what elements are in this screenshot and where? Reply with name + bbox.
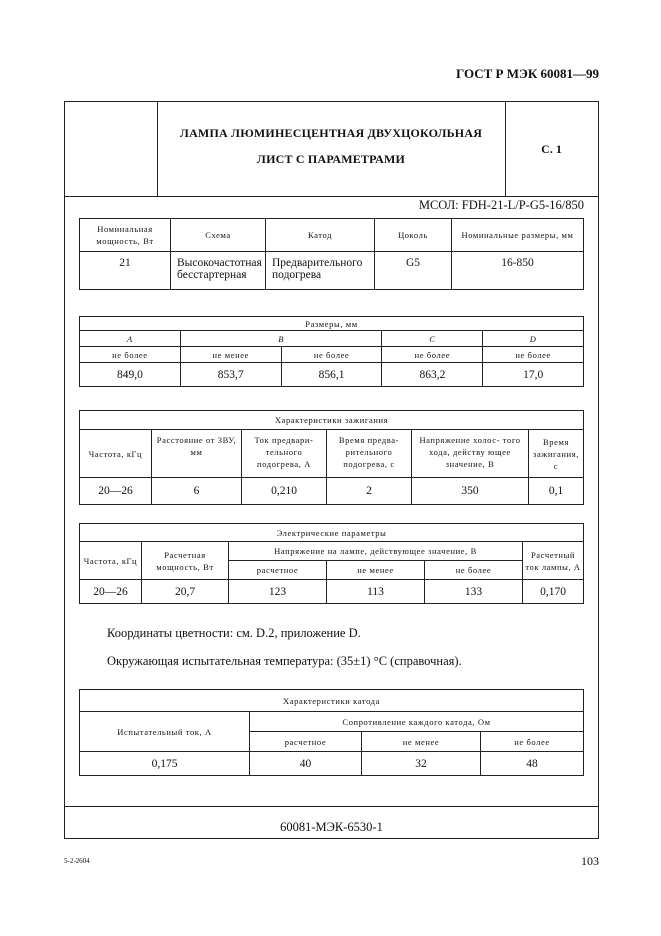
cat-hdr-current: Испытательный ток, А xyxy=(80,712,250,752)
dimensions-title: Размеры, мм xyxy=(80,317,584,331)
ign-hdr-preheat-time: Время предва- рительного подогрева, с xyxy=(327,430,412,478)
cathode-table xyxy=(79,689,584,776)
ign-hdr-open-voltage: Напряжение холос- того хода, действу ющее значение, В xyxy=(412,430,529,478)
hdr-dimensions: Номинальные размеры, мм xyxy=(452,219,584,252)
page-number: 103 xyxy=(581,854,599,868)
val-power: 21 xyxy=(80,252,171,290)
el-val-rated: 123 xyxy=(229,580,327,604)
val-scheme: Высокочастотная бесстартерная xyxy=(171,252,266,290)
dim-val-c: 863,2 xyxy=(382,363,483,387)
el-hdr-power: Расчетная мощность, Вт xyxy=(142,542,229,580)
el-sub-min: не менее xyxy=(327,561,425,580)
ign-val-preheat-current: 0,210 xyxy=(242,478,327,505)
sheet-title-line2: ЛИСТ С ПАРАМЕТРАМИ xyxy=(256,152,406,166)
dim-col-c: C xyxy=(382,331,483,347)
ign-hdr-freq: Частота, кГц xyxy=(80,430,152,478)
dim-val-b-max: 856,1 xyxy=(281,363,382,387)
el-val-power: 20,7 xyxy=(142,580,229,604)
note-color-coordinates: Координаты цветности: см. D.2, приложение D. xyxy=(107,626,361,640)
electrical-table xyxy=(79,523,584,604)
el-val-current: 0,170 xyxy=(523,580,584,604)
cat-val-min: 32 xyxy=(362,752,481,776)
ign-hdr-preheat-current: Ток предвари- тельного подогрева, А xyxy=(242,430,327,478)
el-hdr-voltage: Напряжение на лампе, действующее значение, В xyxy=(229,542,523,561)
val-base: G5 xyxy=(375,252,452,290)
el-sub-max: не более xyxy=(425,561,523,580)
ign-val-preheat-time: 2 xyxy=(327,478,412,505)
electrical-title: Электрические параметры xyxy=(80,524,584,542)
title-bottom-line xyxy=(65,196,598,197)
title-divider-left xyxy=(157,102,158,196)
dimensions-table xyxy=(79,316,584,387)
val-cathode: Предварительного подогрева xyxy=(266,252,375,290)
sheet-frame xyxy=(64,101,599,839)
ign-hdr-distance: Расстояние от ЗВУ, мм xyxy=(152,430,242,478)
ign-val-freq: 20—26 xyxy=(80,478,152,505)
dim-sub-a: не более xyxy=(80,347,181,363)
val-dimensions: 16-850 xyxy=(452,252,584,290)
hdr-power: Номинальная мощность, Вт xyxy=(80,219,171,252)
print-mark: 5-2-2604 xyxy=(64,857,90,865)
cat-val-max: 48 xyxy=(481,752,584,776)
dim-col-a: A xyxy=(80,331,181,347)
ign-val-open-voltage: 350 xyxy=(412,478,529,505)
el-val-max: 133 xyxy=(425,580,523,604)
hdr-base: Цоколь xyxy=(375,219,452,252)
el-hdr-current: Расчетный ток лампы, А xyxy=(523,542,584,580)
hdr-scheme: Схема xyxy=(171,219,266,252)
standard-header: ГОСТ Р МЭК 60081—99 xyxy=(456,66,599,81)
ignition-table xyxy=(79,410,584,505)
dim-val-a: 849,0 xyxy=(80,363,181,387)
dim-val-b-min: 853,7 xyxy=(180,363,281,387)
ignition-title: Характеристики зажигания xyxy=(80,411,584,430)
hdr-cathode: Катод xyxy=(266,219,375,252)
el-sub-rated: расчетное xyxy=(229,561,327,580)
ign-hdr-ignition-time: Время зажигания, с xyxy=(529,430,584,478)
dim-sub-d: не более xyxy=(483,347,584,363)
ign-val-ignition-time: 0,1 xyxy=(529,478,584,505)
dim-val-d: 17,0 xyxy=(483,363,584,387)
note-temperature: Окружающая испытательная температура: (35±1) °С (справочная). xyxy=(107,654,462,668)
sheet-title-line1: ЛАМПА ЛЮМИНЕСЦЕНТНАЯ ДВУХЦОКОЛЬНАЯ xyxy=(179,126,483,140)
el-val-min: 113 xyxy=(327,580,425,604)
dim-sub-b-min: не менее xyxy=(180,347,281,363)
sheet-code-footer: 60081-МЭК-6530-1 xyxy=(280,820,383,834)
cathode-title: Характеристики катода xyxy=(80,690,584,712)
dim-sub-b-max: не более xyxy=(281,347,382,363)
cat-sub-min: не менее xyxy=(362,732,481,752)
cat-hdr-resistance: Сопротивление каждого катода, Ом xyxy=(250,712,584,732)
cat-sub-rated: расчетное xyxy=(250,732,362,752)
cat-val-rated: 40 xyxy=(250,752,362,776)
ign-val-distance: 6 xyxy=(152,478,242,505)
cat-val-current: 0,175 xyxy=(80,752,250,776)
el-val-freq: 20—26 xyxy=(80,580,142,604)
cat-sub-max: не более xyxy=(481,732,584,752)
lamp-code: МСОЛ: FDH-21-L/P-G5-16/850 xyxy=(418,198,584,212)
dim-col-d: D xyxy=(483,331,584,347)
dim-col-b: B xyxy=(180,331,382,347)
dim-sub-c: не более xyxy=(382,347,483,363)
footer-divider xyxy=(65,806,598,807)
el-hdr-freq: Частота, кГц xyxy=(80,542,142,580)
sheet-page-label: С. 1 xyxy=(541,142,562,156)
main-params-table xyxy=(79,218,584,290)
